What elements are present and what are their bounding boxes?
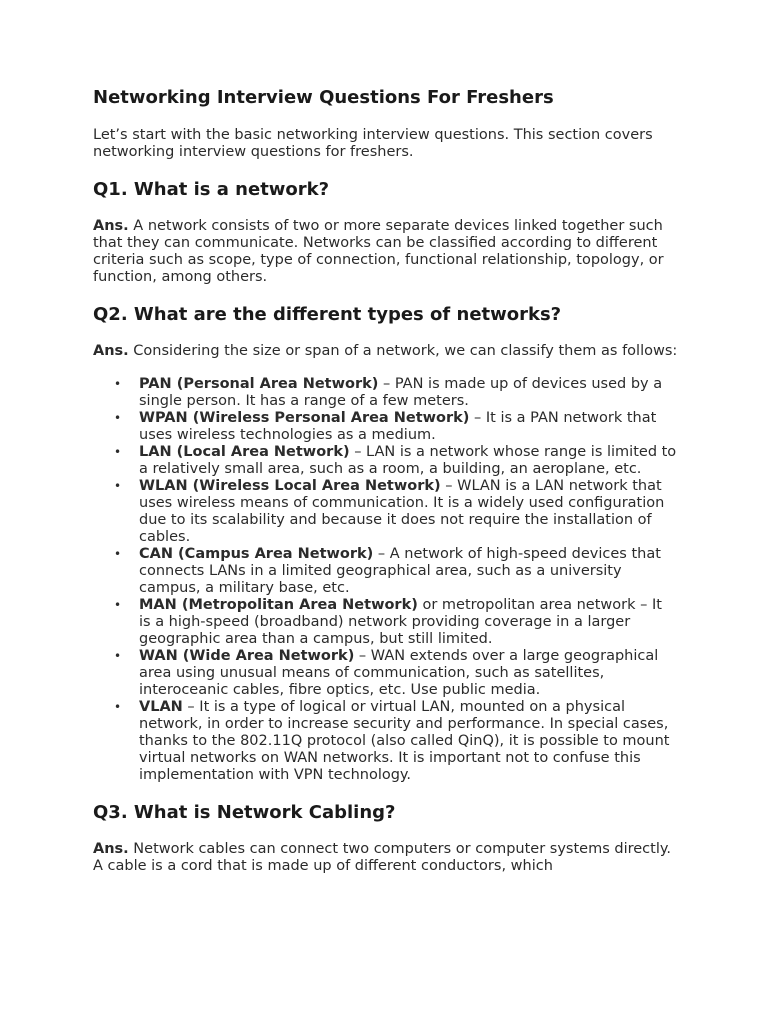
answer-label: Ans. bbox=[93, 218, 129, 234]
list-item bbox=[93, 444, 678, 478]
intro-paragraph: Let’s start with the basic networking interview questions. This section covers networking interview questions for freshers. bbox=[93, 127, 653, 160]
document-page bbox=[93, 85, 678, 875]
list-item-text: – LAN is a network whose range is limited to a relatively small area, such as a room, a building, an aeroplane, etc. bbox=[139, 444, 677, 477]
bullet-icon: • bbox=[114, 649, 122, 663]
answer-1 bbox=[93, 218, 678, 286]
answer-label: Ans. bbox=[93, 841, 129, 857]
bullet-icon: • bbox=[114, 377, 122, 391]
list-item-term: MAN (Metropolitan Area Network) bbox=[139, 597, 418, 613]
network-types-list bbox=[93, 376, 678, 784]
bullet-icon: • bbox=[114, 479, 122, 493]
list-item bbox=[93, 376, 678, 410]
bullet-icon: • bbox=[114, 598, 122, 612]
list-item-text: – WLAN is a LAN network that uses wireless means of communication. It is a widely used configuration due to its scalability and because it does not require the installation of cables. bbox=[139, 478, 665, 545]
list-item bbox=[93, 699, 678, 784]
bullet-icon: • bbox=[114, 445, 122, 459]
question-3-heading: Q3. What is Network Cabling? bbox=[93, 802, 396, 823]
bullet-icon: • bbox=[114, 700, 122, 714]
list-item-text: – It is a type of logical or virtual LAN, mounted on a physical network, in order to increase security and performance. In special cases, thanks to the 802.11Q protocol (also called QinQ), it is possible to mount virtual networks on WAN networks. It is important not to confuse this implementation with VPN technology. bbox=[139, 699, 670, 783]
question-2-heading: Q2. What are the different types of networks? bbox=[93, 304, 562, 325]
list-item bbox=[93, 648, 678, 699]
answer-3-text: Network cables can connect two computers or computer systems directly. A cable is a cord that is made up of different conductors, which bbox=[93, 841, 671, 874]
list-item-term: WAN (Wide Area Network) bbox=[139, 648, 355, 664]
answer-label: Ans. bbox=[93, 343, 129, 359]
list-item-term: WLAN (Wireless Local Area Network) bbox=[139, 478, 441, 494]
list-item-term: WPAN (Wireless Personal Area Network) bbox=[139, 410, 470, 426]
page-title: Networking Interview Questions For Freshers bbox=[93, 87, 554, 108]
list-item-text: – PAN is made up of devices used by a single person. It has a range of a few meters. bbox=[139, 376, 663, 409]
answer-2 bbox=[93, 343, 678, 360]
bullet-icon: • bbox=[114, 411, 122, 425]
bullet-icon: • bbox=[114, 547, 122, 561]
question-1-heading: Q1. What is a network? bbox=[93, 179, 330, 200]
list-item-text: – WAN extends over a large geographical area using unusual means of communication, such as satellites, interoceanic cables, fibre optics, etc. Use public media. bbox=[139, 648, 659, 698]
list-item-text: – A network of high-speed devices that connects LANs in a limited geographical area, such as a university campus, a military base, etc. bbox=[139, 546, 661, 596]
answer-3 bbox=[93, 841, 678, 875]
answer-1-text: A network consists of two or more separate devices linked together such that they can communicate. Networks can be classified according to different criteria such as scope, type of connection, functional relationship, topology, or function, among others. bbox=[93, 218, 664, 285]
list-item bbox=[93, 410, 678, 444]
list-item-term: CAN (Campus Area Network) bbox=[139, 546, 374, 562]
list-item bbox=[93, 546, 678, 597]
list-item-term: PAN (Personal Area Network) bbox=[139, 376, 379, 392]
list-item bbox=[93, 597, 678, 648]
list-item-text: – It is a PAN network that uses wireless technologies as a medium. bbox=[139, 410, 657, 443]
list-item bbox=[93, 478, 678, 546]
answer-2-text: Considering the size or span of a network, we can classify them as follows: bbox=[128, 343, 678, 359]
list-item-term: LAN (Local Area Network) bbox=[139, 444, 350, 460]
list-item-term: VLAN bbox=[139, 699, 183, 715]
list-item-text: or metropolitan area network – It is a high-speed (broadband) network providing coverage in a larger geographic area than a campus, but still limited. bbox=[139, 597, 662, 647]
